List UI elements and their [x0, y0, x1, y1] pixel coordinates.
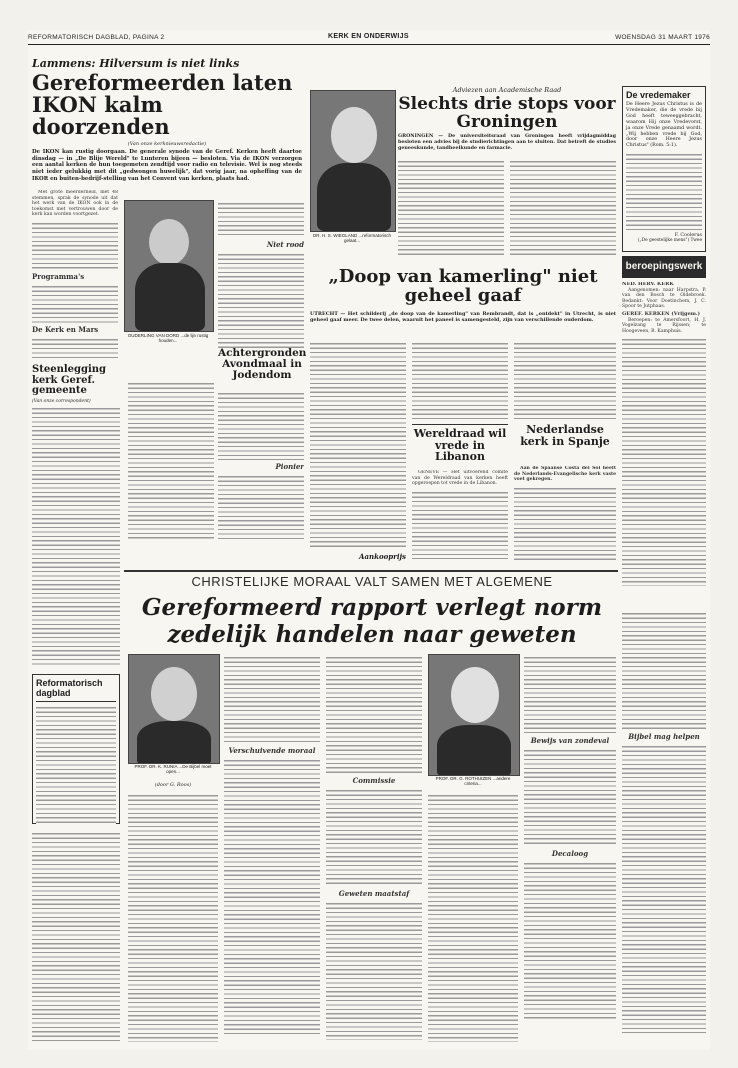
- masthead-section: KERK EN ONDERWIJS: [328, 33, 409, 40]
- article-ikon-header: [32, 58, 302, 182]
- article-kamerling-lead: UTRECHT — Het schilderij „de doop van de kamerling" van Rembrandt, dat is „ontdekt" in Utrecht, is niet geheel gaaf meer. De twee delen, waaruit het paneel is samengesteld, zijn van verschillende ouderdom.: [310, 311, 616, 323]
- article-kamerling-headline: „Doop van kamerling" niet geheel gaaf: [328, 266, 598, 306]
- photo-wiegland-caption: DR. H. S. WIEGLAND ...reformatorisch gelaat...: [312, 233, 391, 243]
- article-steenlegging-headline: Steenlegging kerk Geref. gemeente: [32, 364, 107, 396]
- vredemaker-body: De Heere Jezus Christus is de Vredemaker, die de vrede bij God heeft teweeggebracht, waarom Hij onze Vredevorst, ja onze Vrede genaamd wordt. „Wij hebben vrede bij God, door onze Heere Jezus Christus" (Rom. 5:1).: [626, 102, 702, 149]
- beroepingswerk-banner: beroepingswerk: [622, 256, 706, 278]
- article-groningen-headline: Slechts drie stops voor Groningen: [398, 94, 616, 132]
- photo-wiegland: [310, 90, 396, 232]
- moral-col4: [428, 792, 518, 1042]
- moral-subhead-1: Verschuivende moraal: [228, 746, 316, 755]
- article-ikon-source: (Van onze kerknieuwsredactie): [127, 141, 207, 148]
- photo-credit: (door G. Roos): [154, 782, 192, 788]
- article-steenlegging-body: [32, 405, 120, 665]
- moral-col6: [622, 610, 706, 1042]
- photo-rothuizen-caption: PROF. DR. G. ROTHUIZEN ...andere criteria...: [435, 776, 511, 786]
- moral-subhead-2: Commissie: [352, 776, 396, 785]
- article-wereldraad-body: [412, 470, 508, 560]
- moral-col2: [224, 654, 320, 1042]
- article-ikon-kicker: Lammens: Hilversum is niet links: [32, 57, 240, 70]
- masthead-left: REFORMATORISCH DAGBLAD, PAGINA 2: [28, 34, 165, 41]
- moral-col1: [128, 792, 218, 1042]
- article-kamerling-col2: [412, 340, 508, 420]
- article-kamerling-subhead: Aankooprijs: [359, 552, 406, 561]
- article-avondmaal-col1: [128, 380, 214, 540]
- article-wereldraad: [412, 428, 508, 463]
- moral-subhead-5: Decaloog: [551, 849, 589, 858]
- article-avondmaal-subhead: Pionier: [275, 462, 304, 471]
- article-avondmaal-col2: [218, 390, 304, 540]
- vredemaker-box: [622, 86, 706, 252]
- article-kamerling-col1: [310, 340, 406, 550]
- article-wereldraad-lead: GENEVE — Het uitvoerend comité van de Wereldraad van kerken heeft opgeroepen tot vrede in de Libanon.: [412, 470, 508, 487]
- article-ikon-lead: De IKON kan rustig doorgaan. De generale synode van de Geref. Kerken heeft daartoe dinsdag — in „De Blije Wereld" te Lunteren bijeen — besloten. Via de IKON verzorgen een aantal kerken de hun toegemeten zendtijd voor radio en televisie. Wel is nog steeds niet ieder gelukkig met dit „gedwongen huwelijk", dat vorig jaar, na opheffing van de IKOR en buiten-bedrijf-stelling van het Convent van kerken, plaats had.: [32, 149, 302, 182]
- beroepingswerk-text-geref: Beroepen: te Amersfoort, H. J. Vogelzang te Rijssen; te Hoogeveen, B. Kamphuis.: [622, 317, 706, 334]
- beroepingswerk-heading-herv: NED. HERV. KERK: [622, 282, 674, 287]
- article-spanje-body: [514, 466, 616, 560]
- article-spanje: [514, 424, 616, 447]
- moral-col3: [326, 654, 422, 1042]
- photo-runia-caption: PROF. DR. K. RUNIA ...De Bijbel moet open...: [134, 764, 212, 774]
- moral-col5: [524, 654, 616, 1042]
- moral-subhead-6: Bijbel mag helpen: [628, 732, 700, 741]
- article-avondmaal-headline: Achtergronden Avondmaal in Jodendom: [218, 347, 307, 382]
- article-ikon-subhead-programmas: Programma's: [32, 271, 85, 281]
- ref-dagblad-title: Reformatorisch dagblad: [36, 678, 103, 698]
- moral-subhead-4: Bewijs van zondeval: [530, 736, 610, 745]
- article-groningen-col1: [398, 158, 504, 258]
- article-ikon-col3: [218, 200, 304, 350]
- newspaper-page: [28, 30, 710, 1050]
- ref-dagblad-box: [32, 674, 120, 824]
- photo-van-dord: [124, 200, 214, 332]
- beroepingswerk-text-herv: Aangenomen: naar Harpstra, P. van den Bosch te Oldebroek. Bedankt: Voor Doetinchem, J. C. Spoor te Jutphaas.: [622, 287, 706, 310]
- article-wereldraad-headline: Wereldraad wil vrede in Libanon: [413, 427, 507, 464]
- vredemaker-signature: F. Coolerus: [674, 233, 702, 239]
- masthead-date: WOENSDAG 31 MAART 1976: [615, 34, 710, 41]
- photo-van-dord-caption: OUDERLING VAN DORD ...de lijn rustig houden...: [127, 333, 209, 343]
- article-ikon-col1: [32, 190, 118, 360]
- masthead: [28, 30, 710, 45]
- article-groningen-header: [398, 86, 616, 132]
- article-ikon-subhead-mars: De Kerk en Mars: [32, 324, 99, 334]
- moral-banner: CHRISTELIJKE MORAAL VALT SAMEN MET ALGEMENE: [191, 574, 553, 589]
- ref-dagblad-lower: [32, 830, 120, 1042]
- article-groningen-lead: GRONINGEN — De universiteitsraad van Groningen heeft vrijdagmiddag besloten een advies bij de studierichtingen aan te sluiten. Dat betreft de studies geneeskunde, tandheelkunde en farmacie.: [398, 133, 616, 151]
- article-ikon-headline: Gereformeerden laten IKON kalm doorzenden: [32, 70, 293, 140]
- photo-rothuizen: [428, 654, 520, 776]
- beroepingswerk-heading-geref: GEREF. KERKEN (Vrijgem.): [622, 310, 701, 317]
- article-steenlegging: [32, 365, 120, 411]
- article-spanje-lead: Aan de Spaanse Costa del Sol heeft de Nederlands-Evangelische kerk vaste voet gekregen.: [514, 466, 616, 483]
- article-kamerling-header: [310, 268, 616, 306]
- moral-subhead-3: Geweten maatstaf: [338, 889, 410, 898]
- article-spanje-headline: Nederlandse kerk in Spanje: [520, 423, 610, 448]
- article-steenlegging-source: (Van onze correspondent): [32, 398, 91, 404]
- article-ikon-body: Met grote meerderheid, met 48 stemmen, sprak de synode uit dat het werk van de IKON ook in de toekomst met vertrouwen door de kerk kan worden voortgezet.: [32, 190, 118, 218]
- article-ikon-subhead-rood: Niet rood: [266, 240, 304, 249]
- article-avondmaal: [218, 348, 306, 381]
- moral-headline: Gereformeerd rapport verlegt norm zedelijk handelen naar geweten: [141, 594, 603, 648]
- vredemaker-title: De vredemaker: [626, 90, 691, 100]
- article-groningen-col2: [510, 158, 616, 258]
- article-groningen-kicker: Adviezen aan Academische Raad: [452, 86, 562, 94]
- article-kamerling-col3: [514, 340, 616, 420]
- vredemaker-signature-sub: („De geestelijke mens") Twee: [637, 238, 702, 244]
- photo-runia: [128, 654, 220, 764]
- beroepingswerk-body: [622, 282, 706, 602]
